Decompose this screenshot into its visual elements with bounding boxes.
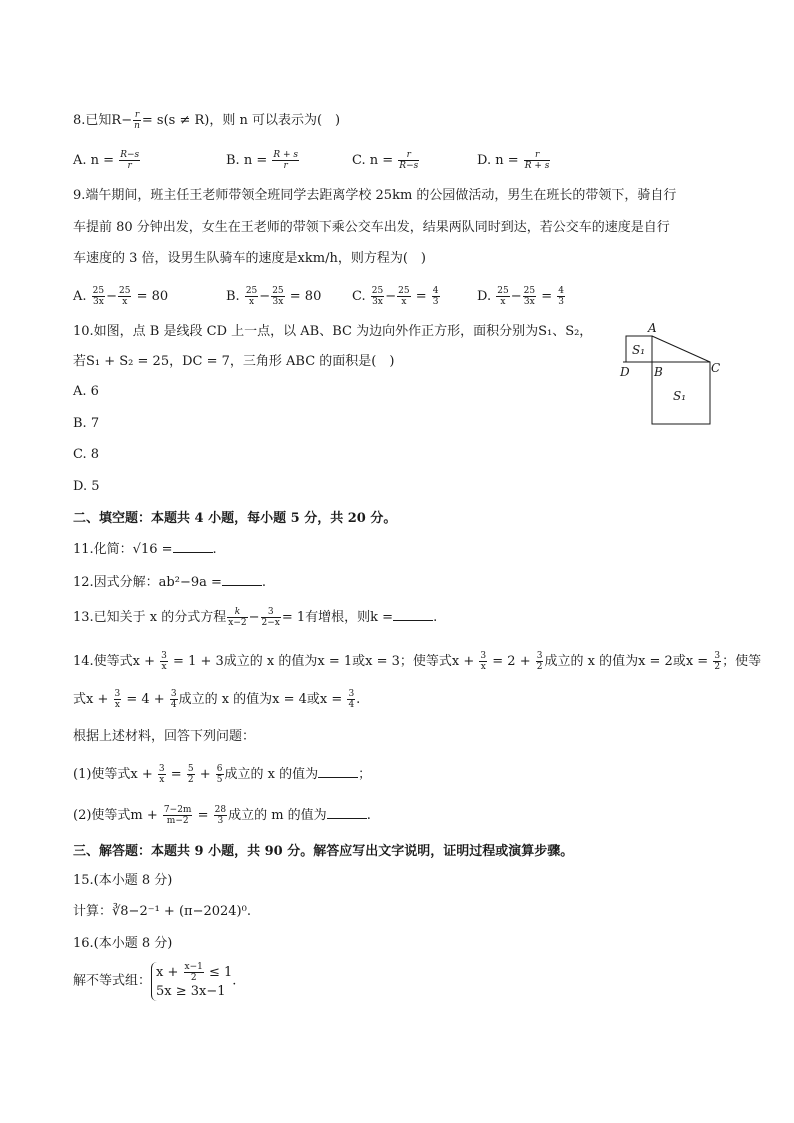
q10-line-1: 10.如图，点 B 是线段 CD 上一点，以 AB、BC 为边向外作正方形，面积分别为S₁、S₂，: [73, 324, 593, 339]
q11: 11.化简：√16 = .: [73, 542, 217, 557]
q14-part-2: (2)使等式m + $\frac{7-2m}{m-2}$ = $\frac{28}{3}$ 成立的 m 的值为 .: [73, 805, 371, 826]
q10-option-c: C. 8: [73, 447, 100, 462]
section-3-heading: 三、解答题：本题共 9 小题，共 90 分。解答应写出文字说明，证明过程或演算步骤。: [73, 844, 574, 859]
q14-part-1: (1)使等式x + $\frac{3}{x}$ = $\frac{5}{2}$ + $\frac{6}{5}$ 成立的 x 的值为 ；: [73, 764, 372, 785]
q12-answer-blank[interactable]: [222, 573, 262, 586]
q13-answer-blank[interactable]: [393, 608, 433, 621]
q9-option-a: A. $\frac{25}{3x}$ − $\frac{25}{x}$ = 80: [73, 286, 169, 307]
q10-option-d: D. 5: [73, 479, 100, 494]
q8-stem: 8.已知R− $\frac{r}{n}$ = s(s ≠ R)，则 n 可以表示为( ): [73, 110, 341, 131]
q16-body: 解不等式组： x + $\frac{x-1}{2}$ ≤ 1 5x ≥ 3x−1 .: [73, 962, 237, 999]
q9-line-1: 9.端午期间，班主任王老师带领全班同学去距离学校 25km 的公园做活动，男生在班长的带领下，骑自行: [73, 188, 677, 203]
point-b-label: B: [654, 365, 663, 379]
point-c-label: C: [711, 361, 721, 375]
q14-line-2: 式x + $\frac{3}{x}$ = 4 + $\frac{3}{4}$ 成立的 x 的值为x = 4或x = $\frac{3}{4}$ .: [73, 689, 361, 710]
q14-part-1-answer-blank[interactable]: [318, 765, 358, 778]
q10-line-2: 若S₁ + S₂ = 25，DC = 7，三角形 ABC 的面积是( ): [73, 354, 395, 369]
q10-option-a: A. 6: [73, 384, 99, 399]
q8-option-b: B. n = $\frac{R + s}{r}$: [226, 150, 299, 171]
section-2-heading: 二、填空题：本题共 4 小题，每小题 5 分，共 20 分。: [73, 511, 397, 526]
q15-heading: 15.(本小题 8 分): [73, 873, 173, 888]
q8-option-c: C. n = $\frac{r}{R-s}$: [352, 150, 419, 171]
q9-option-b: B. $\frac{25}{x}$ − $\frac{25}{3x}$ = 80: [226, 286, 322, 307]
q14-instruction: 根据上述材料，回答下列问题：: [73, 729, 256, 744]
q15-body: 计算：∛8−2⁻¹ + (π−2024)⁰.: [73, 904, 251, 919]
q8-option-a: A. n = $\frac{R-s}{r}$: [73, 150, 140, 171]
q8-option-d: D. n = $\frac{r}{R + s}$: [477, 150, 550, 171]
q10-geometry-figure: [615, 318, 725, 430]
point-a-label: A: [648, 321, 657, 335]
q16-heading: 16.(本小题 8 分): [73, 936, 173, 951]
q10-option-b: B. 7: [73, 416, 100, 431]
point-d-label: D: [620, 365, 630, 379]
q9-option-d: D. $\frac{25}{x}$ − $\frac{25}{3x}$ = $\frac{4}{3}$: [477, 286, 564, 307]
q9-option-c: C. $\frac{25}{3x}$ − $\frac{25}{x}$ = $\frac{4}{3}$: [352, 286, 439, 307]
s2-label: S₁: [673, 389, 687, 403]
q9-line-2: 车提前 80 分钟出发，女生在王老师的带领下乘公交车出发，结果两队同时到达，若公交车的速度是自行: [73, 220, 670, 235]
q14-part-2-answer-blank[interactable]: [327, 806, 367, 819]
s1-label: S₁: [632, 343, 646, 357]
q13: 13.已知关于 x 的分式方程 $\frac{k}{x-2}$ − $\frac{3}{2-x}$ = 1有增根，则k = .: [73, 607, 438, 628]
q14-line-1: 14.使等式x + $\frac{3}{x}$ = 1 + 3成立的 x 的值为x = 1或x = 3；使等式x + $\frac{3}{x}$ = 2 + $\frac{3}{2}$ 成立的 x 的值为x = 2或x = $\frac{3}{2}$ ；使等: [73, 651, 762, 672]
q11-answer-blank[interactable]: [173, 540, 213, 553]
q12: 12.因式分解：ab²−9a = .: [73, 575, 267, 590]
inequality-system: x + $\frac{x-1}{2}$ ≤ 1 5x ≥ 3x−1: [151, 962, 232, 1001]
segment-ac: [652, 336, 710, 362]
q9-line-3: 车速度的 3 倍，设男生队骑车的速度是xkm/h，则方程为( ): [73, 251, 426, 266]
